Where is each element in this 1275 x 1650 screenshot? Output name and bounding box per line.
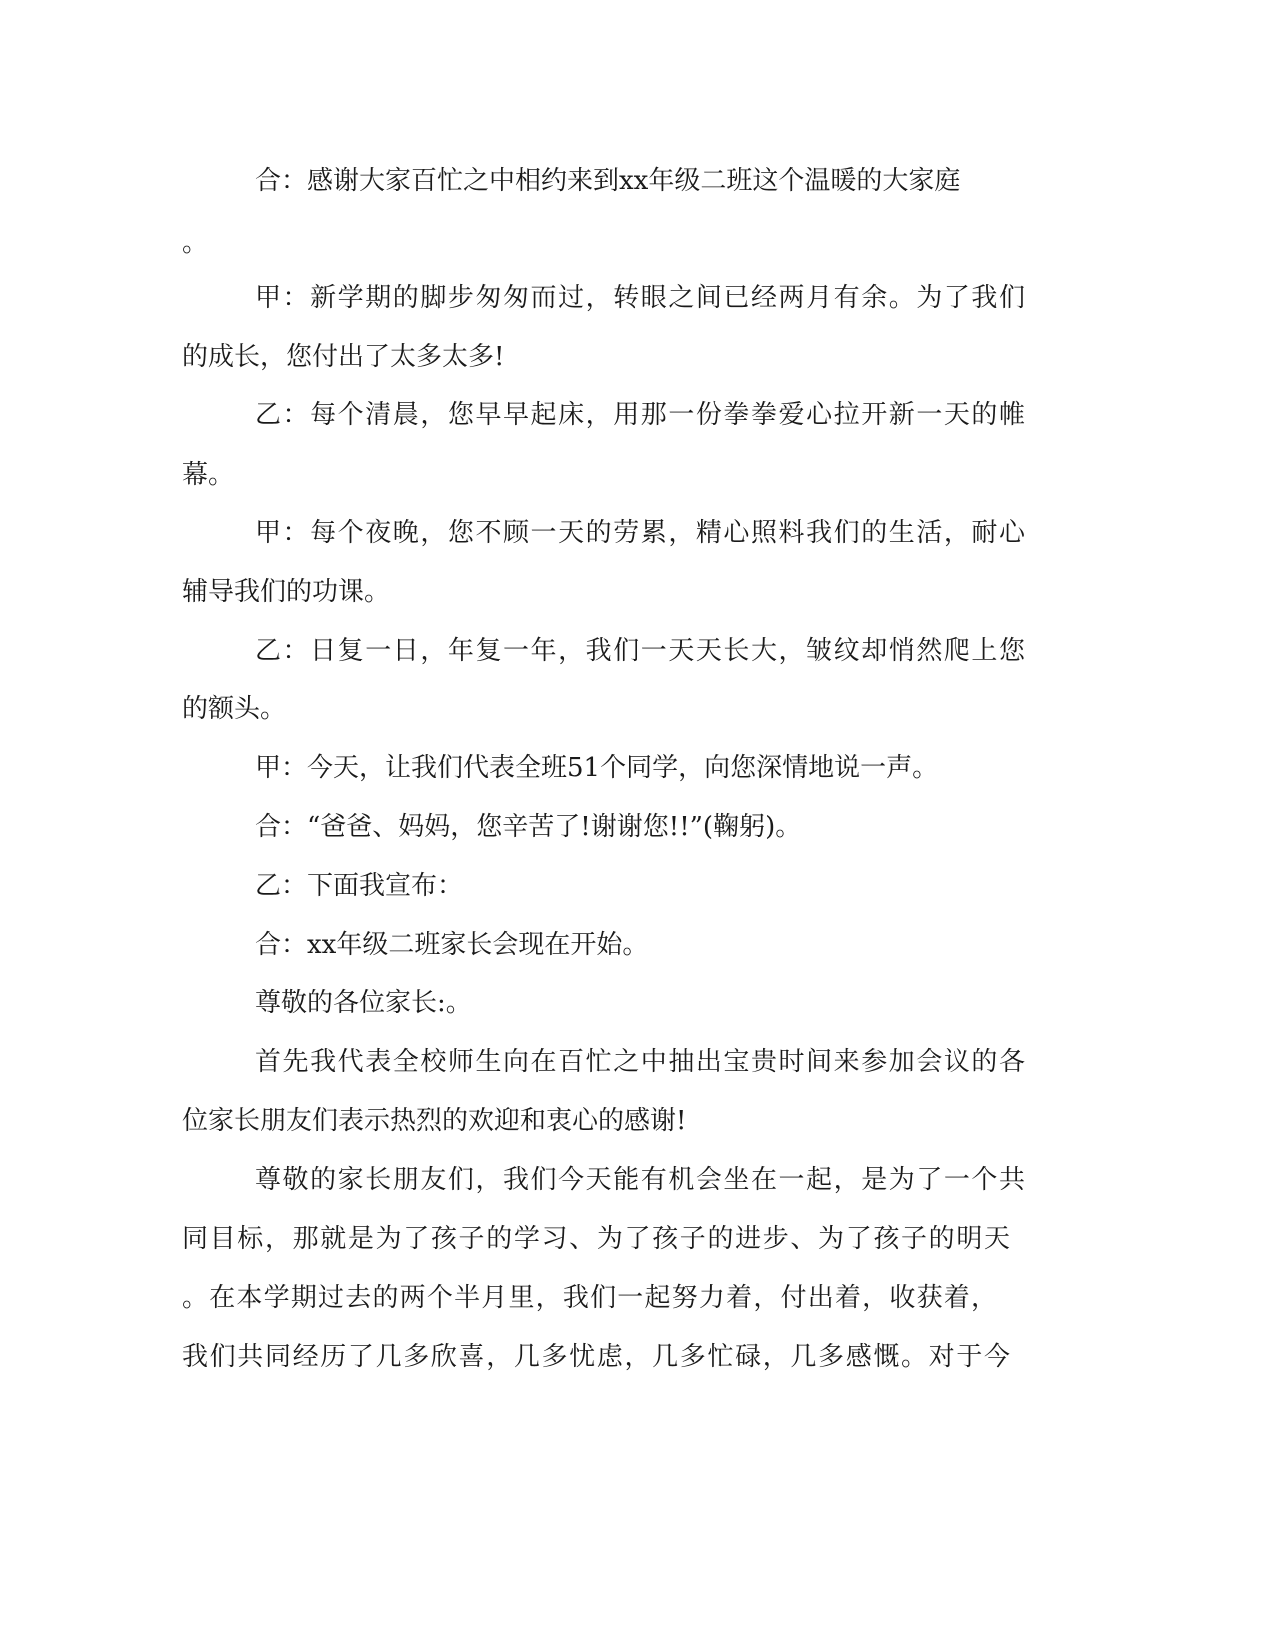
paragraph-line: 尊敬的家长朋友们，我们今天能有机会坐在一起，是为了一个共: [255, 1165, 1025, 1195]
paragraph-line: 合：“爸爸、妈妈，您辛苦了!谢谢您!!”(鞠躬)。: [255, 812, 802, 842]
paragraph-line: 的成长，您付出了太多太多!: [182, 342, 505, 372]
paragraph-line: 甲：今天，让我们代表全班51个同学，向您深情地说一声。: [255, 753, 939, 783]
paragraph-line: 乙：每个清晨，您早早起床，用那一份拳拳爱心拉开新一天的帷: [255, 400, 1025, 430]
paragraph-line: 首先我代表全校师生向在百忙之中抽出宝贵时间来参加会议的各: [255, 1047, 1025, 1077]
paragraph-line: 的额头。: [182, 694, 287, 724]
paragraph-line: 甲：新学期的脚步匆匆而过，转眼之间已经两月有余。为了我们: [255, 283, 1025, 313]
paragraph-line: 乙：日复一日，年复一年，我们一天天长大，皱纹却悄然爬上您: [255, 636, 1025, 666]
paragraph-line: 辅导我们的功课。: [182, 577, 391, 607]
paragraph-line: 甲：每个夜晚，您不顾一天的劳累，精心照料我们的生活，耐心: [255, 518, 1025, 548]
paragraph-line: 幕。: [182, 460, 235, 490]
paragraph-line: 我们共同经历了几多欣喜，几多忧虑，几多忙碌，几多感慨。对于今: [182, 1342, 1010, 1372]
paragraph-line: 。: [182, 228, 209, 258]
paragraph-line: 乙：下面我宣布：: [255, 871, 464, 901]
paragraph-line: 。在本学期过去的两个半月里，我们一起努力着，付出着，收获着，: [182, 1283, 997, 1313]
paragraph-line: 同目标，那就是为了孩子的学习、为了孩子的进步、为了孩子的明天: [182, 1224, 1010, 1254]
paragraph-line: 合：感谢大家百忙之中相约来到xx年级二班这个温暖的大家庭: [255, 166, 961, 196]
paragraph-line: 尊敬的各位家长:。: [255, 988, 472, 1018]
paragraph-line: 合：xx年级二班家长会现在开始。: [255, 930, 649, 960]
paragraph-line: 位家长朋友们表示热烈的欢迎和衷心的感谢!: [182, 1106, 687, 1136]
